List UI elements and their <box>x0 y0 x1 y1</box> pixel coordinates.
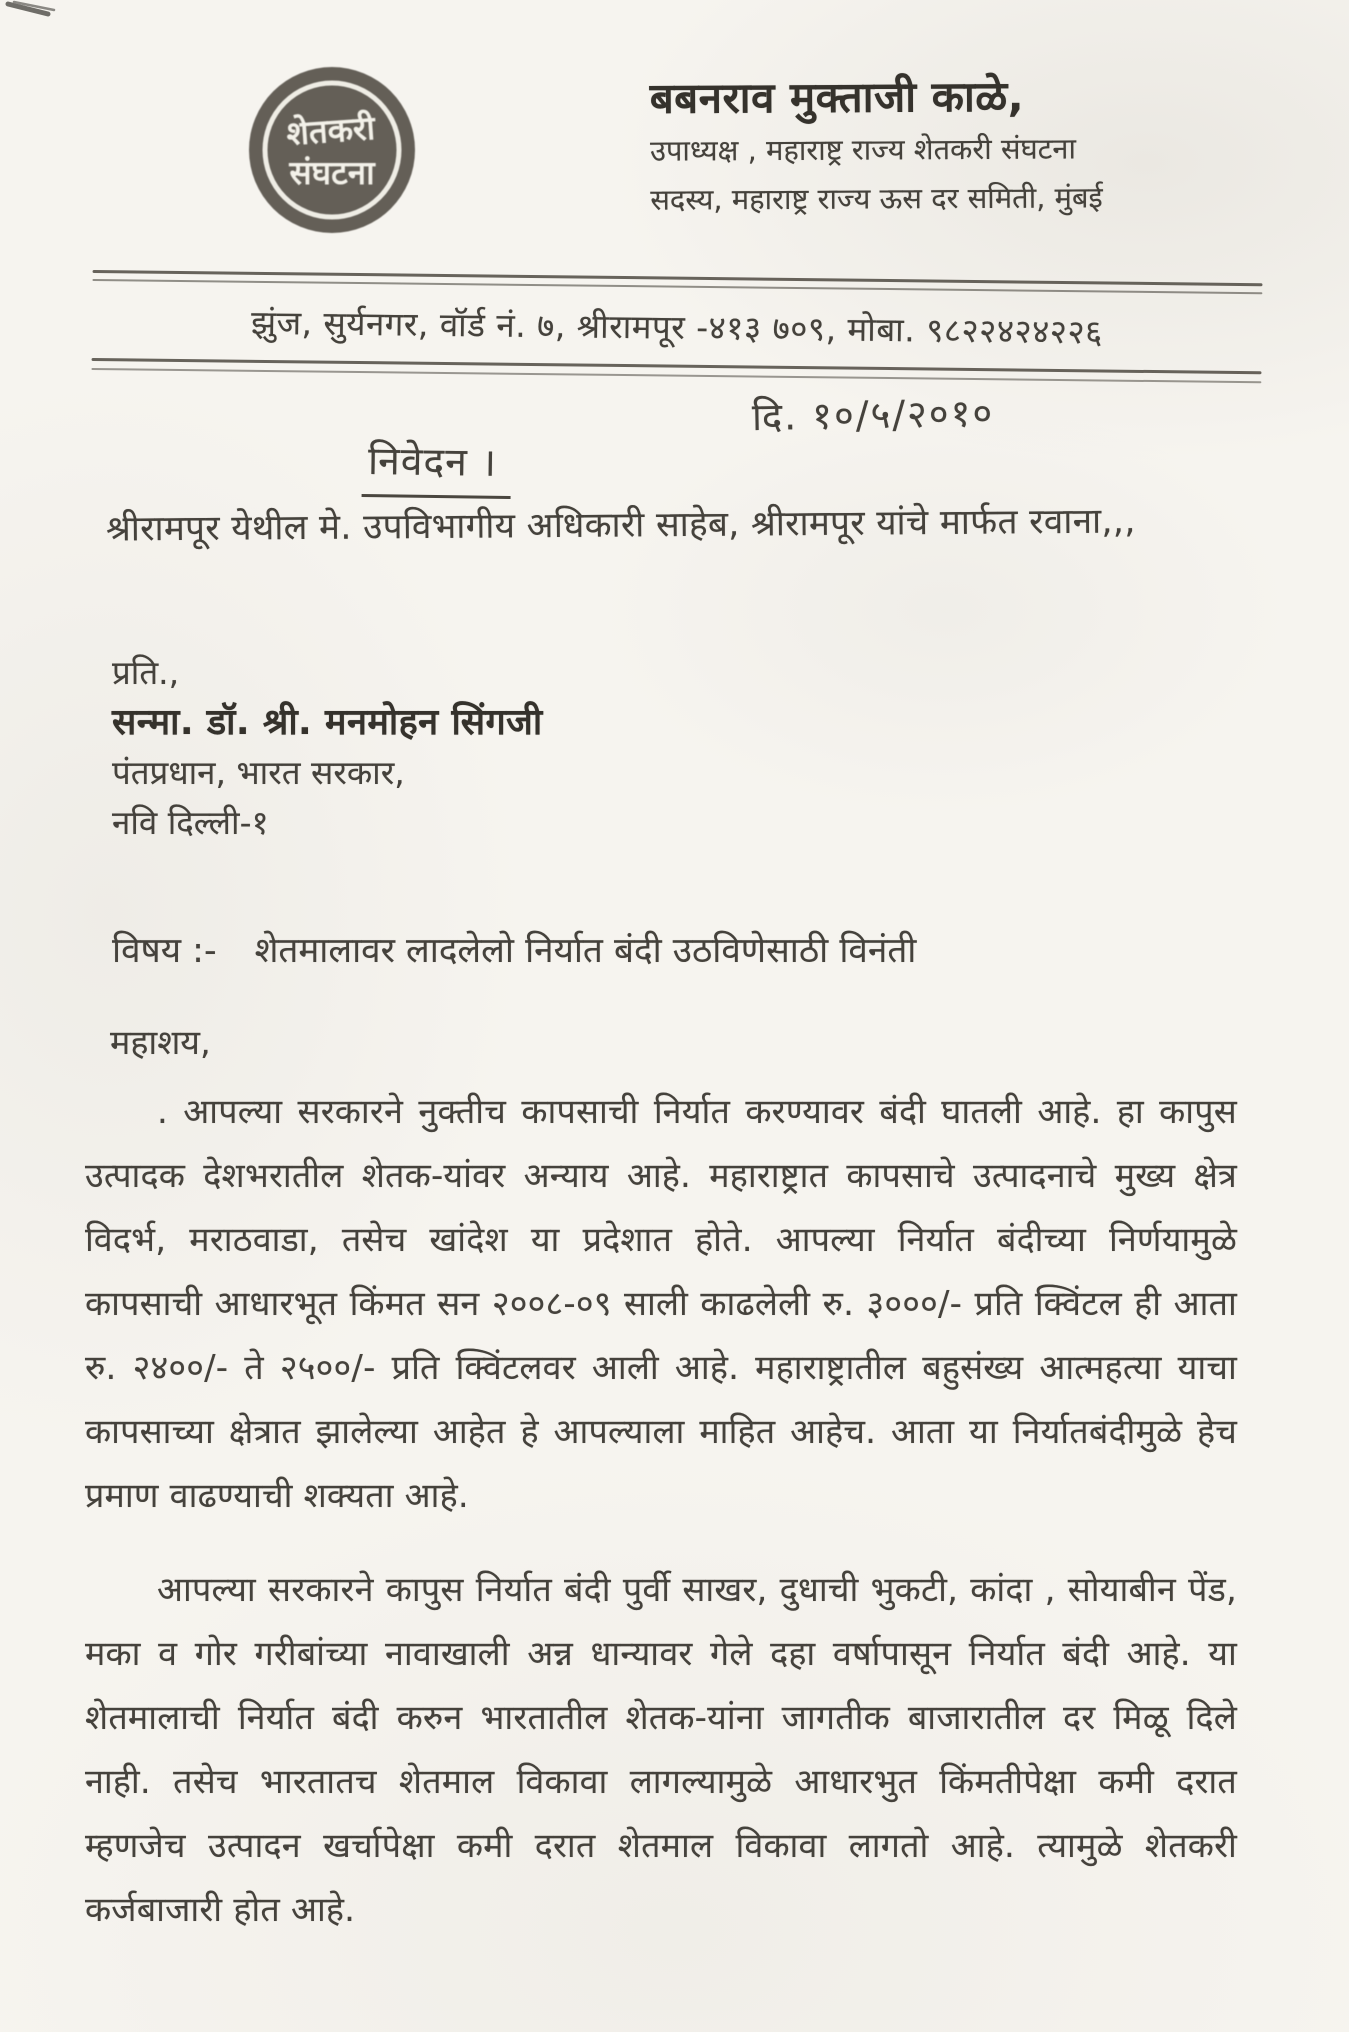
subject-text: शेतमालावर लादलेलो निर्यात बंदी उठविणेसाठी विनंती <box>254 931 917 971</box>
subject-label: विषय :- <box>112 931 217 971</box>
recipient-title: पंतप्रधान, भारत सरकार, <box>112 753 405 792</box>
letter-heading: निवेदन । <box>362 433 512 499</box>
letterhead-sender-block <box>650 72 1311 220</box>
sender-title-1: उपाध्यक्ष , महाराष्ट्र राज्य शेतकरी संघटना <box>649 131 1077 168</box>
routing-line: श्रीरामपूर येथील मे. उपविभागीय अधिकारी साहेब, श्रीरामपूर यांचे मार्फत रवाना,,, <box>105 501 1136 550</box>
body-paragraph-2: आपल्या सरकारने कापुस निर्यात बंदी पुर्वी साखर, दुधाची भुकटी, कांदा , सोयाबीन पेंड, मका व गोर गरीबांच्या नावाखाली अन्न धान्यावर गेले दहा वर्षापासून निर्यात बंदी आहे. या शेतमालाची निर्यात बंदी करुन भारतातील शेतक-यांना जागतीक बाजारातील दर मिळू दिले नाही. तसेच भारतातच शेतमाल विकावा लागल्यामुळे आधारभुत किंमतीपेक्षा कमी दरात म्हणजेच उत्पादन खर्चापेक्षा कमी दरात शेतमाल विकावा लागतो आहे. त्यामुळे शेतकरी कर्जबाजारी होत आहे. <box>85 1570 1237 1930</box>
stamp-text-bottom: संघटना <box>289 153 375 192</box>
letter-date: दि. १०/५/२०१० <box>751 390 995 440</box>
recipient-name: सन्मा. डॉ. श्री. मनमोहन सिंगजी <box>112 702 543 743</box>
salutation: महाशय, <box>110 1023 211 1063</box>
recipient-city: नवि दिल्ली-१ <box>112 803 269 842</box>
address-band <box>91 270 1262 383</box>
body-paragraph-1: . आपल्या सरकारने नुक्तीच कापसाची निर्यात करण्यावर बंदी घातली आहे. हा कापुस उत्पादक देशभरातील शेतक-यांवर अन्याय आहे. महाराष्ट्रात कापसाचे उत्पादनाचे मुख्य क्षेत्र विदर्भ, मराठवाडा, तसेच खांदेश या प्रदेशात होते. आपल्या निर्यात बंदीच्या निर्णयामुळे कापसाची आधारभूत किंमत सन २००८-०९ साली काढलेली रु. ३०००/- प्रति क्विंटल ही आता रु. २४००/- ते २५००/- प्रति क्विंटलवर आली आहे. महाराष्ट्रातील बहुसंख्य आत्महत्या याचा कापसाच्या क्षेत्रात झालेल्या आहेत हे आपल्याला माहित आहेच. आता या निर्यातबंदीमुळे हेच प्रमाण वाढण्याची शक्यता आहे. <box>85 1092 1237 1516</box>
sender-name: बबनराव मुक्ताजी काळे, <box>649 71 1025 123</box>
letter-body <box>85 1080 1237 1942</box>
addressee-block <box>112 648 543 848</box>
subject-row <box>112 926 1262 973</box>
to-label: प्रति., <box>112 653 180 692</box>
stamp-text-top: शेतकरी <box>285 108 377 154</box>
sender-address: झुंज, सुर्यनगर, वॉर्ड नं. ७, श्रीरामपूर -४१३ ७०९, मोबा. ९८२२४२४२२६ <box>250 302 1104 352</box>
sender-title-2: सदस्य, महाराष्ट्र राज्य ऊस दर समिती, मुंबई <box>650 180 1103 218</box>
shetkari-sanghatana-stamp <box>246 64 418 236</box>
pen-scratch-mark <box>4 0 74 30</box>
stamp-outer-ring <box>249 67 415 233</box>
